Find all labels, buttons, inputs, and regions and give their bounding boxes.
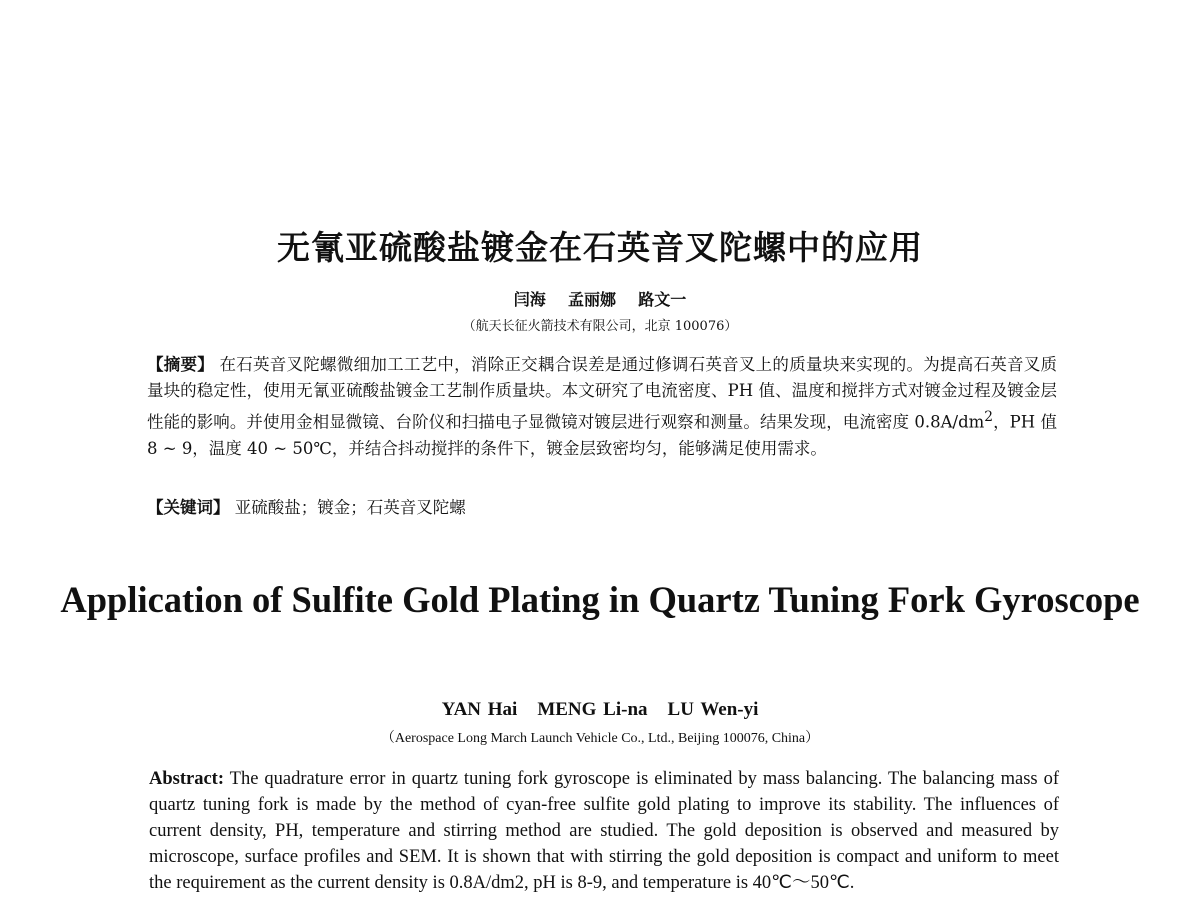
chinese-abstract-label: 【摘要】 [147,355,215,374]
chinese-abstract-text-2: ，PH 值 8 ~ 9，温度 40 ~ 50℃，并结合抖动搅拌的条件下，镀金层致密均匀，能够满足使用需求。 [147,412,1057,458]
english-abstract [149,766,1059,896]
author-1-en: YAN Hai [441,699,518,720]
author-2-cn: 孟丽娜 [567,290,616,309]
chinese-abstract [147,352,1057,462]
author-1-cn: 闫海 [513,290,546,309]
author-3-en: LU Wen-yi [667,699,759,720]
author-3-cn: 路文一 [638,290,687,309]
chinese-keywords [147,495,1057,521]
chinese-abstract-text-1: 在石英音叉陀螺微细加工工艺中，消除正交耦合误差是通过修调石英音叉上的质量块来实现的。为提高石英音叉质量块的稳定性，使用无氰亚硫酸盐镀金工艺制作质量块。本文研究了电流密度、PH 值、温度和搅拌方式对镀金过程及镀金层性能的影响。并使用金相显微镜、台阶仪和扫描电子显微镜对镀层进行观察和测量。结果发现，电流密度 0.8A/dm [147,355,1058,432]
chinese-keywords-text: 亚硫酸盐；镀金；石英音叉陀螺 [234,498,466,517]
chinese-abstract-superscript: 2 [984,409,994,425]
english-title: Application of Sulfite Gold Plating in Quartz Tuning Fork Gyroscope [60,579,1140,620]
chinese-affiliation: （航天长征火箭技术有限公司，北京 100076） [462,319,738,334]
english-abstract-text: The quadrature error in quartz tuning fork gyroscope is eliminated by mass balancing. The balancing mass of quartz tuning fork is made by the method of cyan-free sulfite gold plating to improve its stability. The influences of current density, PH, temperature and stirring method are studied. The gold deposition is observed and measured by microscope, surface profiles and SEM. It is shown that with stirring the gold deposition is compact and uniform to meet the requirement as the current density is 0.8A/dm2, pH is 8-9, and temperature is 40℃～50℃. [149,769,1059,893]
chinese-authors [0,287,1200,310]
chinese-title: 无氰亚硫酸盐镀金在石英音叉陀螺中的应用 [277,228,923,267]
chinese-keywords-label: 【关键词】 [147,498,230,517]
english-authors [0,699,1200,721]
english-abstract-label: Abstract: [149,769,225,789]
english-affiliation: （Aerospace Long March Launch Vehicle Co., Ltd., Beijing 100076, China） [380,731,820,746]
author-2-en: MENG Li-na [537,699,648,720]
